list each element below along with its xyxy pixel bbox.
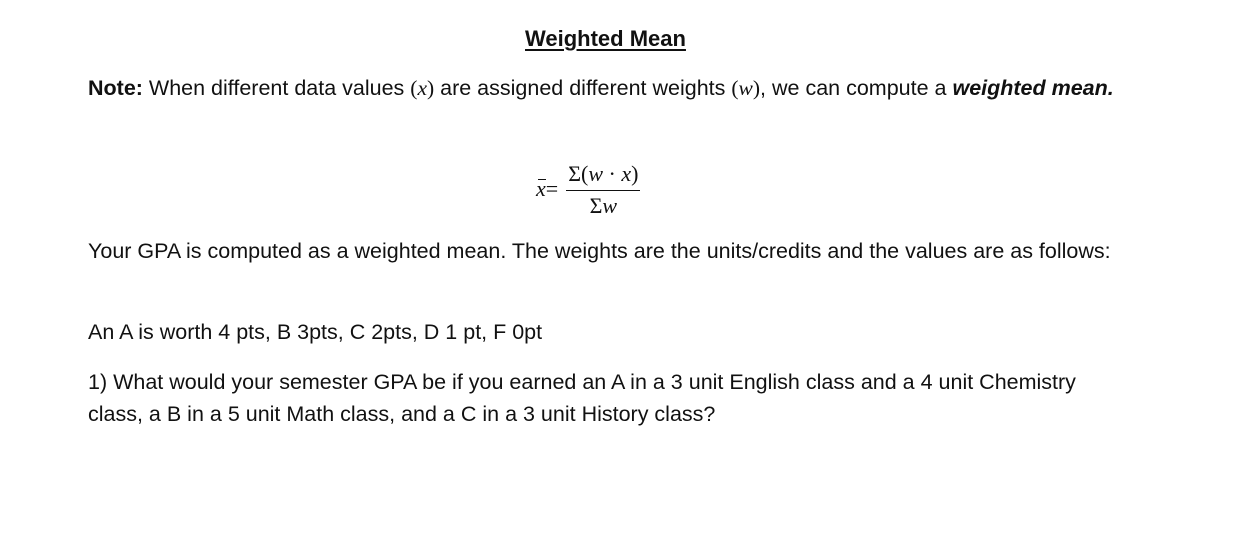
weighted-mean-formula — [536, 154, 640, 224]
note-label: Note: — [88, 76, 143, 100]
denominator-w: w — [602, 192, 618, 218]
numerator-close: ) — [631, 160, 639, 186]
note-text-3: , we can compute a — [760, 76, 953, 100]
close-paren-w: ) — [752, 76, 761, 100]
grade-scale-paragraph: An A is worth 4 pts, B 3pts, C 2pts, D 1 pt, F 0pt — [88, 320, 543, 344]
w-symbol: w — [738, 76, 753, 100]
formula-denominator — [590, 191, 618, 219]
open-paren-w: ( — [731, 76, 739, 100]
question-1: 1) What would your semester GPA be if you earned an A in a 3 unit English class and a 4 unit Chemistry class, a B in a 5 unit Math class, and a C in a 3 unit History class? — [88, 370, 1076, 426]
numerator-w: w — [588, 160, 604, 186]
open-paren-x: ( — [410, 76, 418, 100]
numerator-x: x — [621, 160, 632, 186]
note-text-2: are assigned different weights — [434, 76, 732, 100]
formula-numerator — [566, 160, 640, 191]
formula-equals: = — [545, 176, 559, 201]
note-text-1: When different data values — [142, 76, 411, 100]
numerator-sigma: Σ( — [568, 160, 589, 186]
formula-lhs-xbar: x — [536, 176, 546, 201]
close-paren-x: ) — [426, 76, 435, 100]
gpa-intro-paragraph: Your GPA is computed as a weighted mean. The weights are the units/credits and the values are as follows: — [88, 239, 1111, 263]
note-paragraph — [88, 72, 1118, 104]
x-symbol: x — [417, 76, 427, 100]
page-title: Weighted Mean — [525, 26, 686, 51]
numerator-dot: · — [603, 160, 622, 186]
denominator-sigma: Σ — [589, 192, 603, 218]
formula-fraction — [566, 160, 640, 219]
weighted-mean-emphasis: weighted mean. — [952, 76, 1114, 100]
